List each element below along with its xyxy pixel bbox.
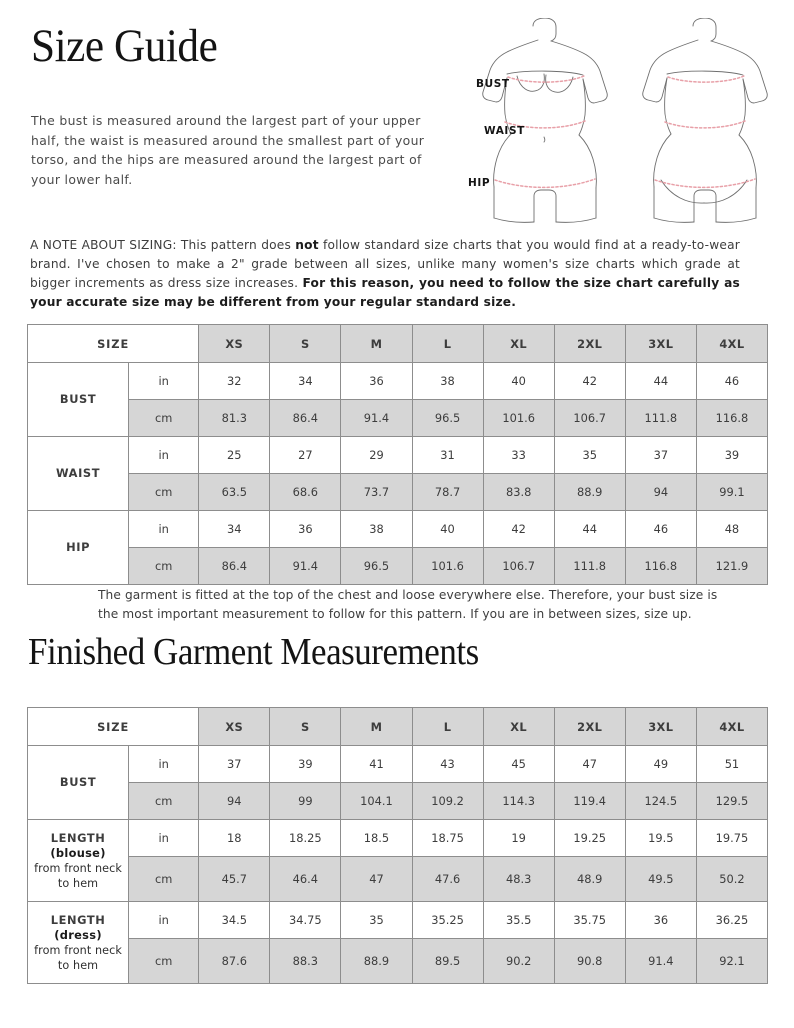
cell-value: 29 xyxy=(341,437,412,474)
cell-value: 92.1 xyxy=(696,939,767,984)
cell-value: 18 xyxy=(199,820,270,857)
row-label-length-blouse xyxy=(28,820,129,902)
cell-value: 86.4 xyxy=(199,548,270,585)
illustration-label-bust: BUST xyxy=(476,78,510,90)
cell-value: 36 xyxy=(341,363,412,400)
cell-value: 35.75 xyxy=(554,902,625,939)
cell-value: 47.6 xyxy=(412,857,483,902)
cell-value: 119.4 xyxy=(554,783,625,820)
cell-value: 46 xyxy=(625,511,696,548)
table-header-row xyxy=(28,708,768,746)
cell-value: 63.5 xyxy=(199,474,270,511)
cell-value: 99.1 xyxy=(696,474,767,511)
cell-value: 31 xyxy=(412,437,483,474)
cell-value: 89.5 xyxy=(412,939,483,984)
cell-value: 101.6 xyxy=(412,548,483,585)
cell-value: 68.6 xyxy=(270,474,341,511)
unit-cell: cm xyxy=(129,939,199,984)
table-row xyxy=(28,511,768,548)
cell-value: 36.25 xyxy=(696,902,767,939)
cell-value: 121.9 xyxy=(696,548,767,585)
illustration-label-hip: HIP xyxy=(468,177,491,189)
cell-value: 38 xyxy=(412,363,483,400)
hip-measure-line xyxy=(495,179,595,187)
row-label-main: LENGTH xyxy=(50,912,106,927)
cell-value: 96.5 xyxy=(341,548,412,585)
note-lead: A NOTE ABOUT SIZING: This pattern does xyxy=(30,238,296,252)
size-header-cell: SIZE xyxy=(28,325,199,363)
cell-value: 19.5 xyxy=(625,820,696,857)
note-bold-emphasis: For this reason, you need to follow the size chart carefully as your accurate size may be different from your regular standard size. xyxy=(30,276,740,309)
size-col-header: 3XL xyxy=(625,325,696,363)
cell-value: 19 xyxy=(483,820,554,857)
cell-value: 50.2 xyxy=(696,857,767,902)
cell-value: 27 xyxy=(270,437,341,474)
cell-value: 116.8 xyxy=(696,400,767,437)
cell-value: 88.9 xyxy=(554,474,625,511)
row-label-main: LENGTH xyxy=(50,830,106,845)
cell-value: 48.3 xyxy=(483,857,554,902)
cell-value: 88.9 xyxy=(341,939,412,984)
row-label-length-dress xyxy=(28,902,129,984)
table-row xyxy=(28,783,768,820)
cell-value: 34.5 xyxy=(199,902,270,939)
cell-value: 43 xyxy=(412,746,483,783)
table-row xyxy=(28,820,768,857)
cell-value: 40 xyxy=(412,511,483,548)
note-bold-not: not xyxy=(295,238,319,252)
cell-value: 116.8 xyxy=(625,548,696,585)
cell-value: 94 xyxy=(625,474,696,511)
table-row xyxy=(28,400,768,437)
cell-value: 81.3 xyxy=(199,400,270,437)
cell-value: 104.1 xyxy=(341,783,412,820)
size-col-header: 2XL xyxy=(554,708,625,746)
size-col-header: L xyxy=(412,708,483,746)
cell-value: 32 xyxy=(199,363,270,400)
cell-value: 109.2 xyxy=(412,783,483,820)
size-col-header: 4XL xyxy=(696,325,767,363)
cell-value: 91.4 xyxy=(625,939,696,984)
garment-fit-paragraph: The garment is fitted at the top of the chest and loose everywhere else. Therefore, your bust size is the most important measurement to follow for this pattern. If you are in between sizes, size up. xyxy=(98,588,718,621)
size-col-header: 3XL xyxy=(625,708,696,746)
table-row xyxy=(28,548,768,585)
size-col-header: 4XL xyxy=(696,708,767,746)
cell-value: 42 xyxy=(483,511,554,548)
cell-value: 34.75 xyxy=(270,902,341,939)
sizing-note-paragraph xyxy=(30,236,740,312)
cell-value: 37 xyxy=(199,746,270,783)
size-col-header: M xyxy=(341,708,412,746)
size-col-header: XL xyxy=(483,325,554,363)
cell-value: 19.25 xyxy=(554,820,625,857)
cell-value: 91.4 xyxy=(270,548,341,585)
cell-value: 114.3 xyxy=(483,783,554,820)
cell-value: 101.6 xyxy=(483,400,554,437)
cell-value: 18.5 xyxy=(341,820,412,857)
cell-value: 35.5 xyxy=(483,902,554,939)
size-col-header: S xyxy=(270,708,341,746)
cell-value: 36 xyxy=(625,902,696,939)
size-col-header: S xyxy=(270,325,341,363)
cell-value: 33 xyxy=(483,437,554,474)
cell-value: 48.9 xyxy=(554,857,625,902)
cell-value: 42 xyxy=(554,363,625,400)
size-col-header: XL xyxy=(483,708,554,746)
cell-value: 44 xyxy=(554,511,625,548)
table-row xyxy=(28,474,768,511)
cell-value: 19.75 xyxy=(696,820,767,857)
row-label-variant: (blouse) xyxy=(50,845,106,860)
cell-value: 37 xyxy=(625,437,696,474)
cell-value: 91.4 xyxy=(341,400,412,437)
table-row xyxy=(28,437,768,474)
row-label-note: from front neck to hem xyxy=(34,861,122,890)
cell-value: 90.2 xyxy=(483,939,554,984)
cell-value: 94 xyxy=(199,783,270,820)
cell-value: 18.25 xyxy=(270,820,341,857)
illustration-label-waist: WAIST xyxy=(484,125,525,137)
cell-value: 35 xyxy=(554,437,625,474)
cell-value: 49 xyxy=(625,746,696,783)
table-row xyxy=(28,363,768,400)
finished-garment-table xyxy=(27,707,768,984)
cell-value: 46.4 xyxy=(270,857,341,902)
intro-paragraph: The bust is measured around the largest part of your upper half, the waist is measured around the smallest part of your torso, and the hips are measured around the largest part of your lower half. xyxy=(31,113,425,187)
cell-value: 111.8 xyxy=(554,548,625,585)
cell-value: 90.8 xyxy=(554,939,625,984)
cell-value: 38 xyxy=(341,511,412,548)
cell-value: 49.5 xyxy=(625,857,696,902)
cell-value: 39 xyxy=(270,746,341,783)
unit-cell: cm xyxy=(129,400,199,437)
cell-value: 48 xyxy=(696,511,767,548)
note-mid: follow standard size charts that you would find at a ready-to-wear brand. I've chosen to make a 2" grade between all sizes, unlike many women's size charts which grade at bigger increments as dress size increases. xyxy=(30,238,740,290)
size-col-header: M xyxy=(341,325,412,363)
cell-value: 51 xyxy=(696,746,767,783)
unit-cell: in xyxy=(129,902,199,939)
row-label-hip: HIP xyxy=(28,511,129,585)
table-row xyxy=(28,857,768,902)
row-label-variant: (dress) xyxy=(54,927,102,942)
table-row xyxy=(28,939,768,984)
cell-value: 25 xyxy=(199,437,270,474)
cell-value: 41 xyxy=(341,746,412,783)
body-measurements-table xyxy=(27,324,768,585)
cell-value: 39 xyxy=(696,437,767,474)
cell-value: 35.25 xyxy=(412,902,483,939)
cell-value: 88.3 xyxy=(270,939,341,984)
unit-cell: cm xyxy=(129,548,199,585)
unit-cell: cm xyxy=(129,857,199,902)
cell-value: 129.5 xyxy=(696,783,767,820)
cell-value: 34 xyxy=(199,511,270,548)
row-label-bust: BUST xyxy=(28,363,129,437)
unit-cell: in xyxy=(129,511,199,548)
cell-value: 106.7 xyxy=(554,400,625,437)
unit-cell: in xyxy=(129,437,199,474)
section-title-finished-garment: Finished Garment Measurements xyxy=(28,631,479,673)
cell-value: 35 xyxy=(341,902,412,939)
cell-value: 46 xyxy=(696,363,767,400)
cell-value: 111.8 xyxy=(625,400,696,437)
size-col-header: XS xyxy=(199,325,270,363)
cell-value: 73.7 xyxy=(341,474,412,511)
cell-value: 18.75 xyxy=(412,820,483,857)
cell-value: 40 xyxy=(483,363,554,400)
size-col-header: XS xyxy=(199,708,270,746)
page-title: Size Guide xyxy=(31,20,218,72)
cell-value: 45 xyxy=(483,746,554,783)
row-label-bust: BUST xyxy=(28,746,129,820)
cell-value: 124.5 xyxy=(625,783,696,820)
unit-cell: in xyxy=(129,746,199,783)
cell-value: 83.8 xyxy=(483,474,554,511)
cell-value: 47 xyxy=(341,857,412,902)
cell-value: 96.5 xyxy=(412,400,483,437)
cell-value: 36 xyxy=(270,511,341,548)
cell-value: 44 xyxy=(625,363,696,400)
cell-value: 99 xyxy=(270,783,341,820)
unit-cell: cm xyxy=(129,474,199,511)
row-label-note: from front neck to hem xyxy=(34,943,122,972)
cell-value: 47 xyxy=(554,746,625,783)
cell-value: 45.7 xyxy=(199,857,270,902)
cell-value: 34 xyxy=(270,363,341,400)
size-col-header: L xyxy=(412,325,483,363)
unit-cell: in xyxy=(129,363,199,400)
size-header-cell: SIZE xyxy=(28,708,199,746)
cell-value: 86.4 xyxy=(270,400,341,437)
table-header-row xyxy=(28,325,768,363)
cell-value: 106.7 xyxy=(483,548,554,585)
size-col-header: 2XL xyxy=(554,325,625,363)
table-row xyxy=(28,902,768,939)
unit-cell: cm xyxy=(129,783,199,820)
cell-value: 87.6 xyxy=(199,939,270,984)
unit-cell: in xyxy=(129,820,199,857)
cell-value: 78.7 xyxy=(412,474,483,511)
table-row xyxy=(28,746,768,783)
row-label-waist: WAIST xyxy=(28,437,129,511)
